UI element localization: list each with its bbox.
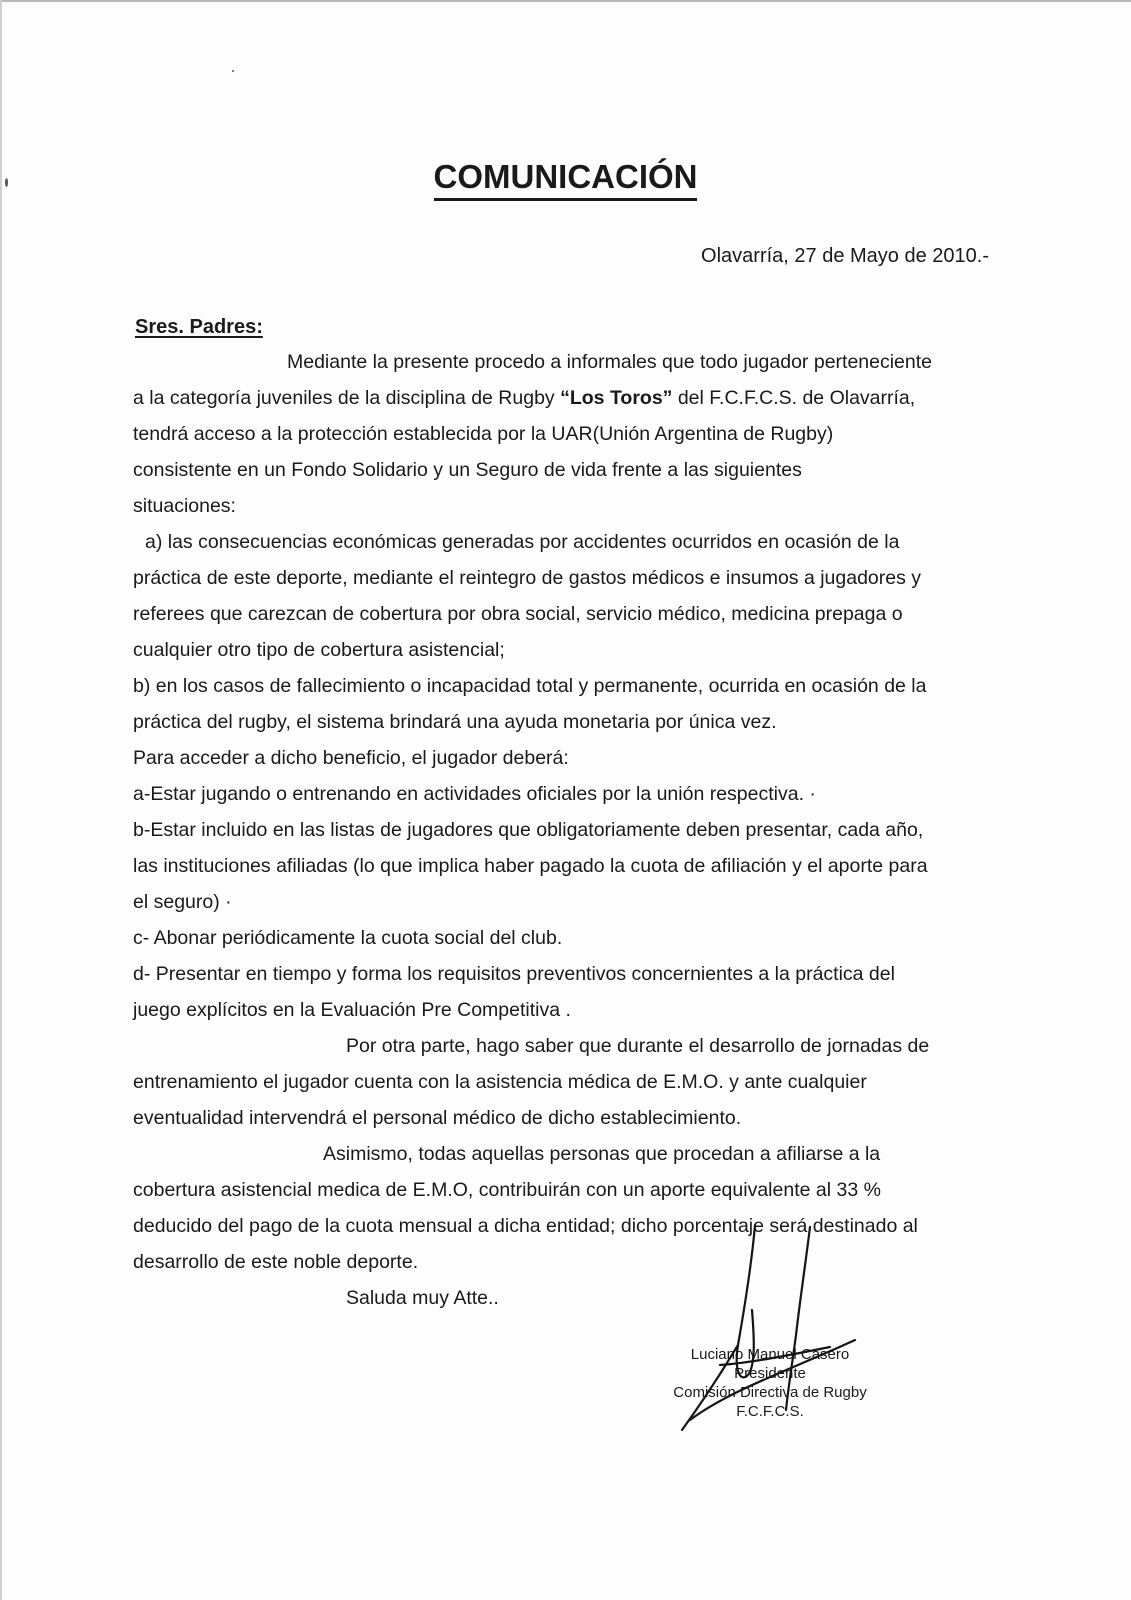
scan-speck: [232, 70, 234, 72]
body-line: desarrollo de este noble deporte.: [133, 1251, 419, 1273]
team-name: “Los Toros”: [560, 387, 673, 409]
body-line: consistente en un Fondo Solidario y un Seguro de vida frente a las siguientes: [133, 459, 802, 481]
signer-role: Presidente: [734, 1365, 806, 1382]
body-line: Mediante la presente procedo a informales que todo jugador perteneciente: [287, 351, 933, 373]
body-line: a la categoría juveniles de la disciplina de Rugby “Los Toros” del F.C.F.C.S. de Olavarría,: [133, 387, 916, 409]
body-line: cualquier otro tipo de cobertura asistencial;: [133, 639, 505, 661]
date-line: Olavarría, 27 de Mayo de 2010.-: [701, 245, 989, 267]
signer-club: F.C.F.C.S.: [736, 1403, 804, 1420]
signer-name: Luciano Manuel Casero: [690, 1346, 850, 1363]
scan-edge-left: [0, 0, 2, 1600]
body-line: b) en los casos de fallecimiento o incapacidad total y permanente, ocurrida en ocasión de la: [133, 675, 927, 697]
body-line: práctica de este deporte, mediante el reintegro de gastos médicos e insumos a jugadores y: [133, 567, 922, 589]
signer-committee: Comisión Directiva de Rugby: [673, 1384, 867, 1401]
body-line: a) las consecuencias económicas generadas por accidentes ocurridos en ocasión de la: [145, 531, 900, 553]
body-line: Asimismo, todas aquellas personas que procedan a afiliarse a la: [323, 1143, 881, 1165]
body-line: tendrá acceso a la protección establecida por la UAR(Unión Argentina de Rugby): [133, 423, 834, 445]
body-line: deducido del pago de la cuota mensual a dicha entidad; dicho porcentaje será destinado al: [133, 1215, 918, 1237]
body-line: situaciones:: [133, 495, 236, 517]
document-title: COMUNICACIÓN: [0, 160, 1131, 201]
body-line: el seguro) ·: [133, 891, 232, 913]
body-line: Por otra parte, hago saber que durante el desarrollo de jornadas de: [346, 1035, 930, 1057]
closing-line: Saluda muy Atte..: [346, 1287, 499, 1309]
body-line: c- Abonar periódicamente la cuota social del club.: [133, 927, 563, 949]
body-line: d- Presentar en tiempo y forma los requisitos preventivos concernientes a la práctica del: [133, 963, 895, 985]
body-line: b-Estar incluido en las listas de jugadores que obligatoriamente deben presentar, cada año,: [133, 819, 924, 841]
handwritten-signature: [660, 1215, 880, 1445]
salutation: Sres. Padres:: [135, 316, 263, 338]
body-line: cobertura asistencial medica de E.M.O, contribuirán con un aporte equivalente al 33 %: [133, 1179, 881, 1201]
body-line: práctica del rugby, el sistema brindará una ayuda monetaria por única vez.: [133, 711, 777, 733]
letter-body: [133, 344, 998, 1316]
body-line: eventualidad intervendrá el personal médico de dicho establecimiento.: [133, 1107, 742, 1129]
scan-edge-top: [0, 0, 1131, 2]
body-line: entrenamiento el jugador cuenta con la asistencia médica de E.M.O. y ante cualquier: [133, 1071, 867, 1093]
body-line: referees que carezcan de cobertura por obra social, servicio médico, medicina prepaga o: [133, 603, 903, 625]
body-line: juego explícitos en la Evaluación Pre Competitiva .: [133, 999, 571, 1021]
body-line: a-Estar jugando o entrenando en actividades oficiales por la unión respectiva. ·: [133, 783, 816, 805]
body-line: las instituciones afiliadas (lo que implica haber pagado la cuota de afiliación y el aporte para: [133, 855, 928, 877]
body-line: Para acceder a dicho beneficio, el jugador deberá:: [133, 747, 569, 769]
